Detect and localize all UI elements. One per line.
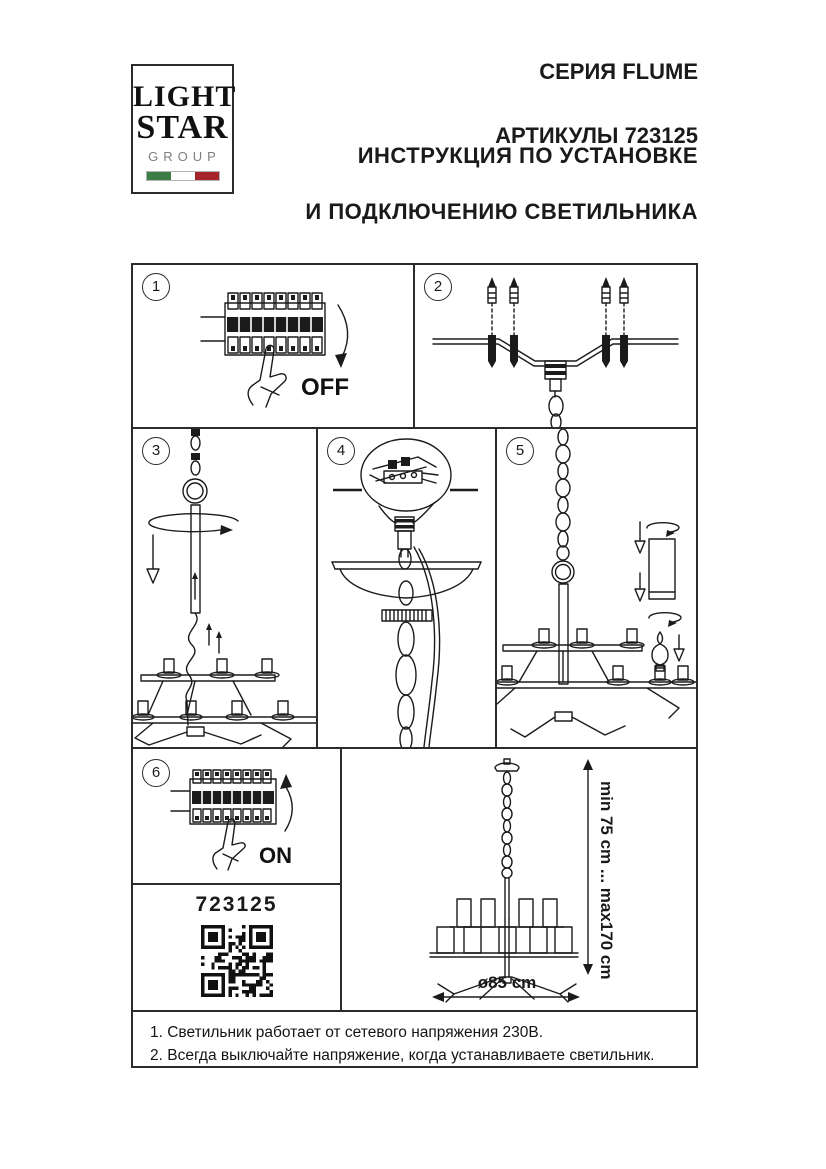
height-range-label: min 75 cm ... max170 cm <box>597 781 616 980</box>
step-4-number: 4 <box>327 437 355 465</box>
zoom-balloon-terminal-block <box>361 439 451 511</box>
qr-code-icon <box>201 925 273 997</box>
curved-arrow-down-icon <box>335 305 348 368</box>
breaker-body <box>201 293 325 355</box>
italy-flag-stripe <box>146 171 220 181</box>
lightstar-logo <box>131 64 237 194</box>
power-cable <box>414 547 440 747</box>
footer-note-2: 2. Всегда выключайте напряжение, когда устанавливаете светильник. <box>150 1047 655 1064</box>
footer-note-1: 1. Светильник работает от сетевого напряжения 230В. <box>150 1024 544 1041</box>
chandelier-dimensions-illustration <box>342 751 696 1010</box>
step-2-panel <box>415 265 696 427</box>
circuit-breaker-off-illustration <box>133 265 413 427</box>
step-6-panel <box>133 751 340 883</box>
chain-icon <box>556 429 570 560</box>
pointing-hand-icon <box>213 819 245 870</box>
step-1-panel <box>133 265 413 427</box>
chain-links-large <box>396 581 416 747</box>
off-label: OFF <box>301 374 349 401</box>
step-2-number: 2 <box>424 273 452 301</box>
candle-bulb-icon <box>652 632 684 671</box>
flag-white-segment <box>171 172 195 180</box>
wire-up-arrows <box>206 623 222 653</box>
dimensions-panel <box>342 751 696 1010</box>
step-6-number: 6 <box>142 759 170 787</box>
knurled-nut <box>382 610 432 621</box>
height-dimension-arrow <box>583 759 593 975</box>
mini-chandelier <box>430 759 578 1002</box>
diameter-label: ø85 cm <box>477 973 537 992</box>
flag-green-segment <box>147 172 171 180</box>
step-5-panel <box>497 429 696 747</box>
footer-notes <box>133 1012 696 1066</box>
canopy-dish <box>332 562 481 598</box>
title-line-2: И ПОДКЛЮЧЕНИЮ СВЕТИЛЬНИКА <box>305 199 698 224</box>
threaded-nipple <box>395 517 414 557</box>
row2-divider <box>133 747 696 749</box>
on-label: ON <box>259 843 292 868</box>
step-4-panel <box>318 429 495 747</box>
bracket-strap <box>433 339 678 366</box>
canopy-connection-illustration <box>318 429 495 747</box>
title-line-1: ИНСТРУКЦИЯ ПО УСТАНОВКЕ <box>357 143 698 168</box>
series-name: СЕРИЯ FLUME <box>539 59 698 84</box>
down-arrow-icon <box>147 535 159 583</box>
page-title <box>279 142 698 254</box>
chandelier-rod-illustration <box>133 429 316 747</box>
step-3-panel <box>133 429 316 747</box>
mounting-bracket-illustration <box>415 265 696 427</box>
center-rod <box>191 505 200 613</box>
shade-mounting-illustration <box>497 429 696 747</box>
hook-and-chain <box>545 361 566 427</box>
rotation-arrow-icon <box>149 514 238 535</box>
logo-word-group: GROUP <box>148 149 221 164</box>
shade-install-detail <box>635 522 681 627</box>
logo-word-star: STAR <box>136 109 229 146</box>
step-1-number: 1 <box>142 273 170 301</box>
instruction-grid <box>131 263 698 1068</box>
qr-article-number: 723125 <box>195 893 278 916</box>
step-5-number: 5 <box>506 437 534 465</box>
qr-panel <box>133 885 340 1010</box>
chain-icon <box>191 429 200 475</box>
breaker-body <box>171 770 276 824</box>
chandelier-frame <box>497 629 696 737</box>
article-number-line: АРТИКУЛЫ 723125 <box>495 123 698 148</box>
chandelier-frame <box>133 659 316 747</box>
curved-arrow-up-icon <box>280 774 292 831</box>
screw-anchors <box>488 277 628 368</box>
step-3-number: 3 <box>142 437 170 465</box>
logo-word-light: LIGHT <box>133 80 237 113</box>
flag-red-segment <box>195 172 219 180</box>
